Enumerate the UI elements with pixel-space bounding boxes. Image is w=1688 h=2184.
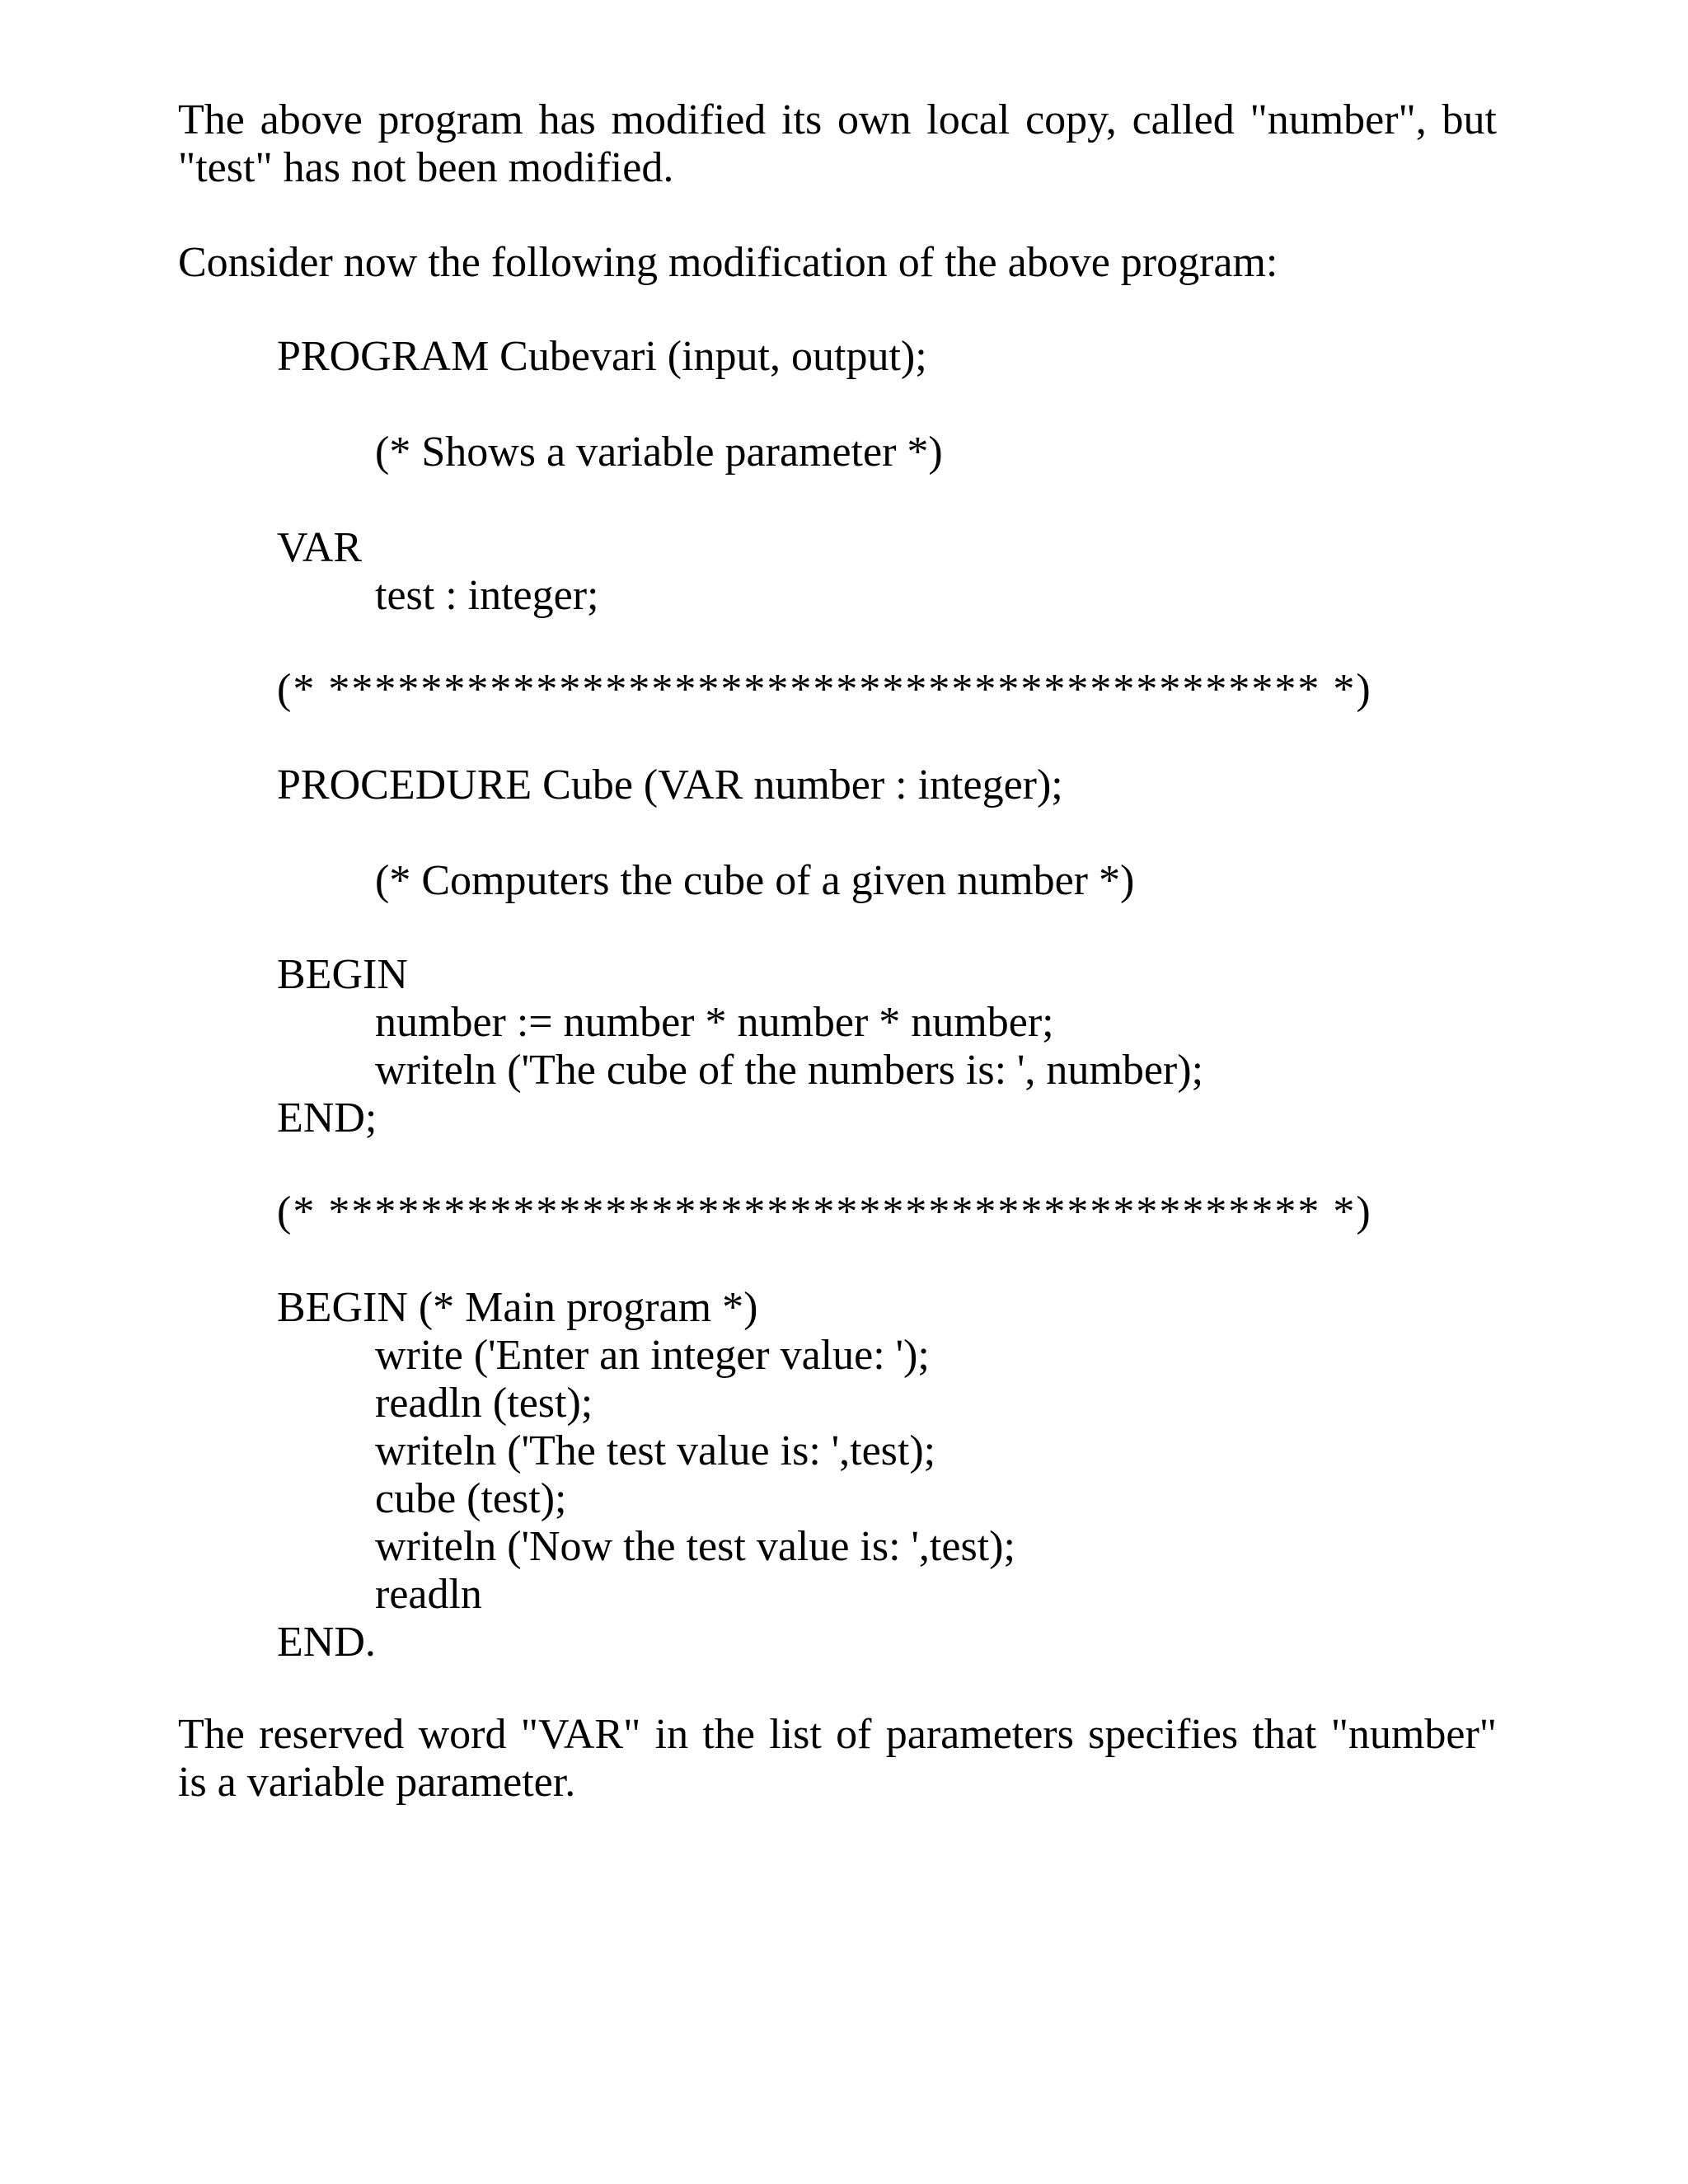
main-statement-2: readln (test); [375,1380,593,1427]
program-comment: (* Shows a variable parameter *) [375,429,943,476]
intro-paragraph: The above program has modified its own local copy, called "number", but "test" has not been modified. [178,96,1497,191]
main-end: END. [277,1619,376,1666]
procedure-begin: BEGIN [277,951,408,998]
main-begin: BEGIN (* Main program *) [277,1284,758,1331]
program-header: PROGRAM Cubevari (input, output); [277,333,927,380]
separator-comment-1: (* ******************************************* *) [277,666,1372,713]
consider-paragraph: Consider now the following modification of the above program: [178,239,1278,286]
main-statement-5: writeln ('Now the test value is: ',test); [375,1523,1015,1570]
conclusion-paragraph: The reserved word "VAR" in the list of parameters specifies that "number" is a variable parameter. [178,1711,1497,1806]
procedure-statement-2: writeln ('The cube of the numbers is: ', number); [375,1047,1204,1094]
main-statement-1: write ('Enter an integer value: '); [375,1332,930,1379]
separator-comment-2: (* ******************************************* *) [277,1188,1372,1235]
procedure-end: END; [277,1094,377,1141]
procedure-statement-1: number := number * number * number; [375,999,1054,1046]
var-declaration: test : integer; [375,572,599,619]
procedure-comment: (* Computers the cube of a given number *) [375,857,1135,904]
main-statement-3: writeln ('The test value is: ',test); [375,1427,936,1474]
main-statement-6: readln [375,1571,482,1618]
procedure-header: PROCEDURE Cube (VAR number : integer); [277,762,1063,808]
var-keyword: VAR [277,524,363,571]
main-statement-4: cube (test); [375,1475,567,1522]
